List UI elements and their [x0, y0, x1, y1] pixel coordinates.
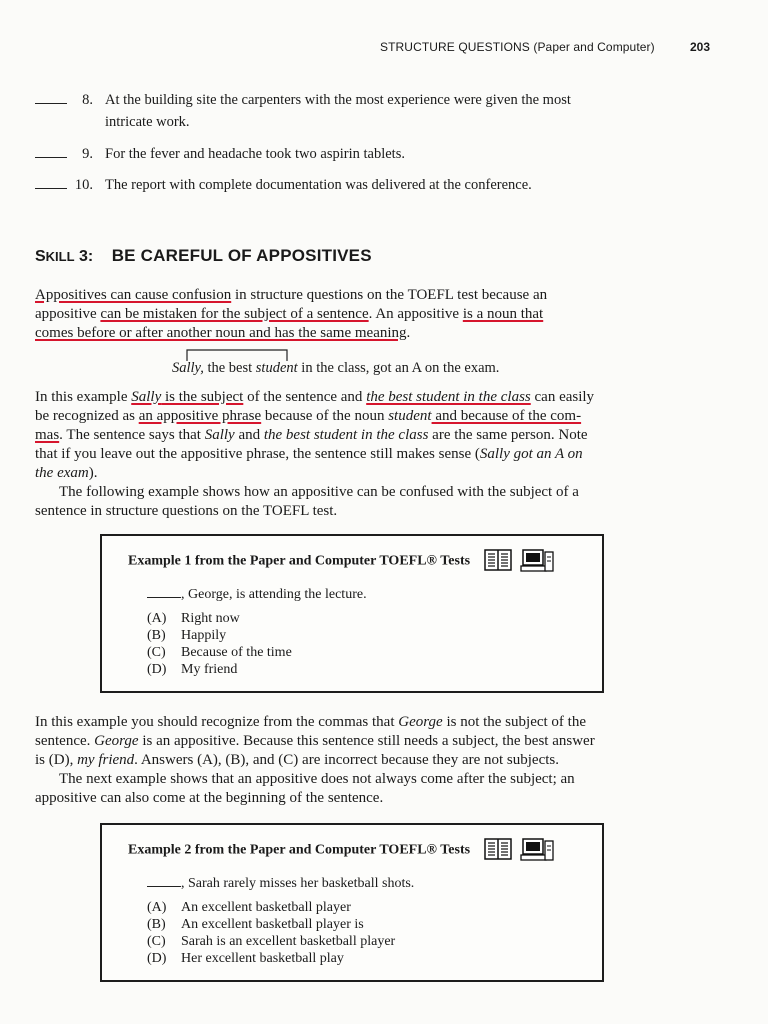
item-text: At the building site the carpenters with the most experience were given the most — [105, 92, 571, 108]
highlight: mas — [35, 427, 60, 443]
example-1-box — [100, 534, 604, 693]
option-c: (C) Because of the time — [147, 645, 292, 660]
example-2-options — [147, 899, 395, 967]
item-text-cont: intricate work. — [105, 114, 190, 130]
highlight: and because of the com- — [431, 408, 582, 424]
example-1-title: Example 1 from the Paper and Computer TOEFL® Tests — [128, 553, 471, 569]
item-text: For the fever and headache took two aspirin tablets. — [105, 146, 405, 162]
answer-blank — [35, 102, 67, 104]
answer-blank — [147, 885, 181, 887]
example-2-title: Example 2 from the Paper and Computer TOEFL® Tests — [128, 842, 471, 858]
computer-test-icon — [520, 838, 554, 862]
highlight: the best student in the class — [366, 389, 531, 405]
answer-blank — [147, 596, 181, 598]
item-number: 9. — [82, 146, 93, 162]
intro-paragraph: Appositives can cause confusion in structure questions on the TOEFL test because an appositive can be mistaken for the subject of a sentence. An appositive is a noun that comes before or after another noun and has the same meaning. — [35, 287, 548, 341]
example-1-options — [147, 610, 292, 678]
option-a: (A) Right now — [147, 611, 240, 626]
explanation-2-paragraph: In this example you should recognize from the commas that George is not the subject of the sentence. George is an appositive. Because this sentence still needs a subject, the best answer is (D), my friend. Answers (A), (B), and (C) are incorrect because they are not subjects. The next example shows that an appositive does not always come after the subject; an appositive can also come at the beginning of the sentence. — [35, 714, 595, 806]
example-sentence: Sally, the best student in the class, got an A on the exam. — [172, 360, 500, 376]
highlight: comes before or after another noun and has the same meaning — [35, 325, 407, 341]
example-2-stem: , Sarah rarely misses her basketball shots. — [147, 875, 414, 892]
option-c: (C) Sarah is an excellent basketball player — [147, 934, 396, 949]
option-d: (D) My friend — [147, 662, 238, 677]
example-2-box — [100, 823, 604, 982]
computer-test-icon — [520, 549, 554, 573]
running-header: STRUCTURE QUESTIONS (Paper and Computer) — [380, 40, 655, 54]
paper-test-icon — [484, 838, 512, 862]
skill-title: BE CAREFUL OF APPOSITIVES — [111, 246, 372, 265]
option-d: (D) Her excellent basketball play — [147, 951, 344, 966]
explanation-paragraph: In this example Sally is the subject of the sentence and the best student in the class can easily be recognized as an appositive phrase because of the noun student and because of the com- mas. The sentence says that Sally and the best student in the class are the same person. Note that if you leave out the appositive phrase, the sentence still makes sense (Sally got an A on the exam). The following example shows how an appositive can be confused with the subject of a sentence in structure questions on the TOEFL test. — [35, 389, 595, 519]
practice-item-10 — [35, 177, 532, 194]
highlight: Sally — [131, 389, 162, 405]
option-a: (A) An excellent basketball player — [147, 900, 351, 915]
option-b: (B) Happily — [147, 628, 227, 643]
page-number: 203 — [690, 40, 711, 54]
practice-item-8 — [35, 92, 571, 130]
answer-blank — [35, 187, 67, 189]
highlight: is a noun that — [462, 306, 544, 322]
highlight: an appositive phrase — [138, 408, 262, 424]
highlight: can be mistaken for the subject of a sentence — [100, 306, 369, 322]
practice-item-9 — [35, 146, 405, 163]
item-number: 10. — [74, 177, 93, 193]
skill-heading: SKILL 3: BE CAREFUL OF APPOSITIVES — [35, 246, 372, 265]
item-text: The report with complete documentation was delivered at the conference. — [105, 177, 532, 193]
paper-test-icon — [484, 549, 512, 573]
example-1-stem: , George, is attending the lecture. — [147, 586, 367, 603]
highlight: is the subject — [161, 389, 244, 405]
answer-blank — [35, 156, 67, 158]
option-b: (B) An excellent basketball player is — [147, 917, 364, 932]
item-number: 8. — [82, 92, 93, 108]
highlight: Appositives can cause confusion — [35, 287, 232, 303]
